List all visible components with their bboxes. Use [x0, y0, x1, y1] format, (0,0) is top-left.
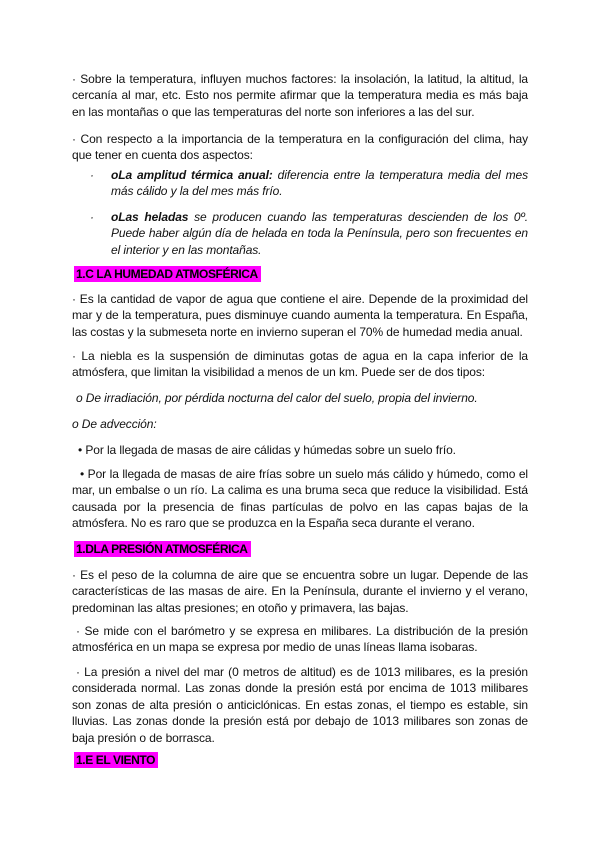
heading-presion: 1.DLA PRESIÓN ATMOSFÉRICA — [74, 541, 251, 557]
bullet-marker: · — [90, 168, 94, 182]
paragraph-presion-normal: · La presión a nivel del mar (0 metros de altitud) es de 1013 milibares, es la presión considerada normal. Las zonas donde la presión está por encima de 1013 milibares son zonas de alta presión o anticiclónicas. En estas zonas, el tiempo es estable, sin lluvias. Las zonas donde la presión está por debajo de 1013 milibares son zonas de baja presión o de borrasca. — [72, 665, 528, 745]
paragraph-niebla: · La niebla es la suspensión de diminutas gotas de agua en la capa inferior de la atmósfera, que limitan la visibilidad a menos de un km. Puede ser de dos tipos: — [72, 349, 528, 380]
paragraph-presion-definition: · Es el peso de la columna de aire que se encuentra sobre un lugar. Depende de las características de las masas de aire. En la Península, durante el invierno y el verano, predominan las altas presiones; en otoño y primavera, las bajas. — [72, 568, 528, 615]
paragraph-temperature-factors: · Sobre la temperatura, influyen muchos factores: la insolación, la latitud, la altitud, la cercanía al mar, etc. Esto nos permite afirmar que la temperatura media es más baja en las montañas o que las temperaturas del norte son inferiores a las del sur. — [72, 72, 528, 119]
term: oLa amplitud térmica anual: — [111, 168, 273, 182]
list-item-heladas — [90, 209, 528, 258]
bullet-marker: · — [90, 210, 94, 224]
heading-viento: 1.E EL VIENTO — [74, 752, 158, 768]
list-item-amplitud — [90, 167, 528, 200]
paragraph-barometro: · Se mide con el barómetro y se expresa en milibares. La distribución de la presión atmosférica en un mapa se expresa por medio de unas líneas llama isobaras. — [72, 624, 528, 655]
paragraph-irradiacion: o De irradiación, por pérdida nocturna del calor del suelo, propia del invierno. — [76, 391, 478, 405]
definition: diferencia entre la temperatura media del mes más cálido y la del mes más frío. — [111, 168, 528, 199]
paragraph-adveccion-1: • Por la llegada de masas de aire cálidas y húmedas sobre un suelo frío. — [78, 443, 456, 457]
paragraph-humedad-definition: · Es la cantidad de vapor de agua que contiene el aire. Depende de la proximidad del mar y de la temperatura, pues disminuye cuando aumenta la temperatura. En España, las costas y la submeseta norte en invierno superan el 70% de humedad media anual. — [72, 292, 528, 339]
paragraph-adveccion-2: • Por la llegada de masas de aire frías sobre un suelo más cálido y húmedo, como el mar, un embalse o un río. La calima es una bruma seca que reduce la visibilidad. Está causada por la presencia de finas partículas de polvo en las capas bajas de la atmósfera. No es raro que se produzca en la España seca durante el verano. — [72, 467, 528, 531]
term: oLas heladas — [111, 210, 189, 224]
paragraph-temperature-aspects: · Con respecto a la importancia de la temperatura en la configuración del clima, hay que tener en cuenta dos aspectos: — [72, 132, 528, 163]
paragraph-adveccion: o De advección: — [72, 417, 157, 431]
definition: se producen cuando las temperaturas descienden de los 0º. Puede haber algún día de helada en toda la Península, pero son frecuentes en el interior y en las montañas. — [111, 210, 528, 257]
heading-humedad: 1.C LA HUMEDAD ATMOSFÉRICA — [74, 266, 261, 282]
